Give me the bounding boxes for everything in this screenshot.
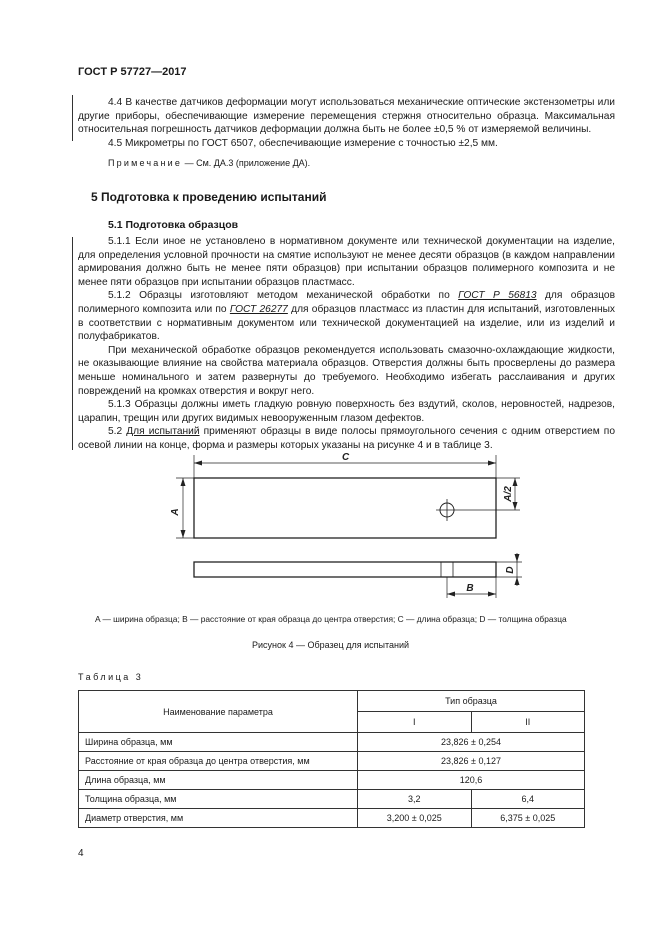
- specimen-side-view: [194, 562, 496, 577]
- header-type-ii: II: [471, 712, 585, 733]
- arrowhead: [515, 577, 520, 585]
- row-name: Толщина образца, мм: [79, 790, 358, 809]
- table-row: [79, 790, 585, 809]
- row-value: 120,6: [358, 771, 585, 790]
- figure-legend: A — ширина образца; B — расстояние от края образца до центра отверстия; C — длина образца; D — толщина образца: [95, 614, 567, 624]
- dimension-label-d: D: [505, 566, 516, 574]
- arrowhead: [447, 592, 455, 597]
- row-name: Длина образца, мм: [79, 771, 358, 790]
- arrowhead: [488, 461, 496, 466]
- paragraph-5-1-2-part: 5.1.2 Образцы изготовляют методом механической обработки по: [108, 290, 459, 302]
- row-value: 23,826 ± 0,254: [358, 733, 585, 752]
- row-name: Диаметр отверстия, мм: [79, 809, 358, 828]
- row-name: Ширина образца, мм: [79, 733, 358, 752]
- paragraph-5-1-2-part: для образцов пластмасс из пластин для испытаний, изготовленных в соответствии с нормативным документом или технической документацией на изделие, или из изделий и полуфабрикатов.: [78, 303, 615, 343]
- dimension-label-b: B: [466, 583, 474, 594]
- row-name: Расстояние от края образца до центра отверстия, мм: [79, 752, 358, 771]
- header-parameter-name: Наименование параметра: [79, 691, 358, 733]
- header-type-i: I: [358, 712, 472, 733]
- note-text: — См. ДА.3 (приложение ДА).: [182, 158, 311, 169]
- table-row: [79, 771, 585, 790]
- paragraph-5-1-1: 5.1.1 Если иное не установлено в нормативном документе или технической документации на изделие, для определения условной прочности на смятие используют не менее десяти образцов (в каждом направлении армирования должно быть не менее пяти образцов) при испытании образцов полимерного композита и не менее пяти образцов при испытании образцов пластмасс.: [78, 236, 615, 288]
- table-3: [78, 690, 585, 828]
- row-value-type-i: 3,2: [358, 790, 472, 809]
- reference-gost-26277: ГОСТ 26277: [229, 303, 288, 315]
- arrowhead: [194, 461, 202, 466]
- dimension-label-c: C: [342, 452, 350, 463]
- page-number: 4: [78, 848, 84, 859]
- paragraph-5-2-part: применяют образцы в виде полосы прямоугольного сечения с одним отверстием по осевой линии на конце, форма и размеры которых указаны на рисунке 4 и в таблице 3.: [78, 426, 615, 451]
- paragraph-5-1-3: 5.1.3 Образцы должны иметь гладкую ровную поверхность без вздутий, сколов, неровностей, надрезов, царапин, трещин или других видимых невооруженным глазом дефектов.: [78, 399, 615, 424]
- row-value: 23,826 ± 0,127: [358, 752, 585, 771]
- arrowhead: [515, 554, 520, 562]
- header-specimen-type: Тип образца: [358, 691, 585, 712]
- paragraph-4-5: 4.5 Микрометры по ГОСТ 6507, обеспечивающие измерение с точностью ±2,5 мм.: [108, 137, 498, 149]
- dimension-label-a: A: [170, 508, 181, 516]
- table-label: Таблица 3: [78, 672, 144, 682]
- paragraph-5-2-underlined: Для испытаний: [126, 426, 200, 438]
- table-row: [79, 752, 585, 771]
- table-row: [79, 809, 585, 828]
- arrowhead: [488, 592, 496, 597]
- dimension-label-a-half: A/2: [503, 486, 514, 502]
- reference-gost-r-56813: ГОСТ Р 56813: [458, 290, 537, 302]
- paragraph-5-1-2-part: для образцов полимерного композита или по: [78, 290, 615, 315]
- paragraph-4-4: 4.4 В качестве датчиков деформации могут использоваться механические оптические экстензометры или другие приборы, обеспечивающие измерение перемещения стержня относительно образца. Максимальная относительная погрешность датчиков деформации должна быть не более ±0,5 % от измеряемой величины.: [78, 97, 615, 136]
- section-5-title: 5 Подготовка к проведению испытаний: [91, 190, 327, 204]
- document-header: ГОСТ Р 57727—2017: [78, 66, 187, 78]
- row-value-type-ii: 6,375 ± 0,025: [471, 809, 585, 828]
- subsection-5-1-title: 5.1 Подготовка образцов: [108, 219, 239, 231]
- arrowhead: [181, 478, 186, 486]
- paragraph-machining: При механической обработке образцов рекомендуется использовать смазочно-охлаждающие жидкости, не оказывающие влияние на свойства материала образцов. Отверстия должны быть просверлены до размера меньше номинального и затем развернуты до требуемого. Необходимо избегать расслаивания и других повреждений на кромках отверстия и вокруг него.: [78, 344, 615, 397]
- row-value-type-i: 3,200 ± 0,025: [358, 809, 472, 828]
- arrowhead: [181, 530, 186, 538]
- row-value-type-ii: 6,4: [471, 790, 585, 809]
- specimen-top-view: [194, 478, 496, 538]
- note-label: Примечание: [108, 158, 183, 169]
- paragraph-5-2-part: 5.2: [108, 426, 127, 438]
- table-row: [79, 733, 585, 752]
- figure-title: Рисунок 4 — Образец для испытаний: [252, 640, 409, 650]
- table-header-row: [79, 691, 585, 712]
- arrowhead: [513, 502, 518, 510]
- arrowhead: [513, 478, 518, 486]
